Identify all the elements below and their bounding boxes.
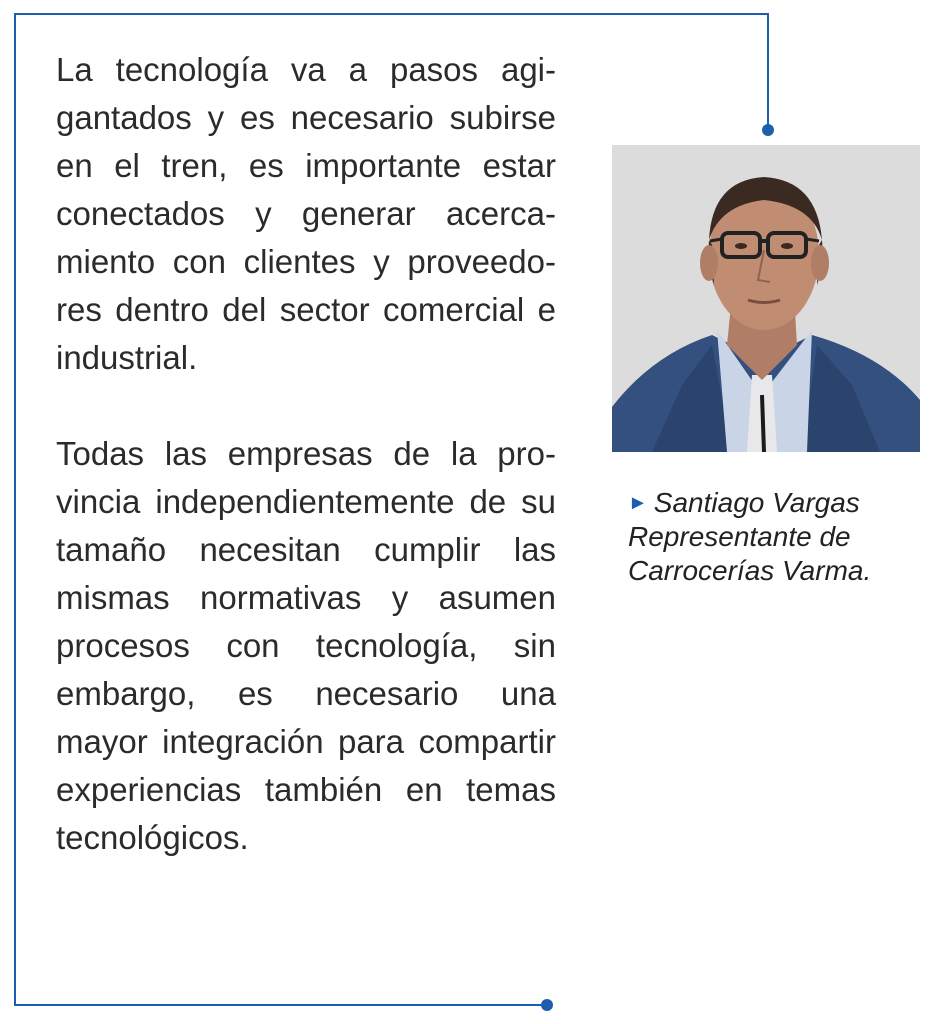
frame-right-line: [767, 13, 769, 130]
paragraph-1: La tecnología va a pasos agigantados y es necesario subirse en el tren, es importante estar conectados y generar acercamiento con clientes y proveedores dentro del sector comercial e industrial.: [56, 51, 556, 376]
paragraph-2: Todas las empresas de la provincia independientemente de su tamaño necesitan cumplir las mismas normativas y asumen procesos con tecnología, sin embargo, es necesario una mayor integración para compartir experiencias también en temas tecnológicos.: [56, 435, 556, 856]
caption-name: Santiago Vargas: [653, 487, 860, 518]
frame-top-line: [14, 13, 769, 15]
caption-role-line-2: Carrocerías Varma.: [628, 555, 872, 586]
frame-bottom-line: [14, 1004, 547, 1006]
triangle-right-icon: ►: [628, 492, 648, 514]
caption-role-line-1: Representante de: [628, 521, 851, 552]
frame-end-dot-top: [762, 124, 774, 136]
article-body: [56, 46, 556, 862]
caption-name-line: [628, 486, 928, 520]
frame-left-line: [14, 13, 16, 1006]
photo-caption: [628, 486, 928, 588]
frame-end-dot-bottom: [541, 999, 553, 1011]
portrait-photo: [612, 145, 920, 452]
portrait-illustration: [612, 145, 920, 452]
